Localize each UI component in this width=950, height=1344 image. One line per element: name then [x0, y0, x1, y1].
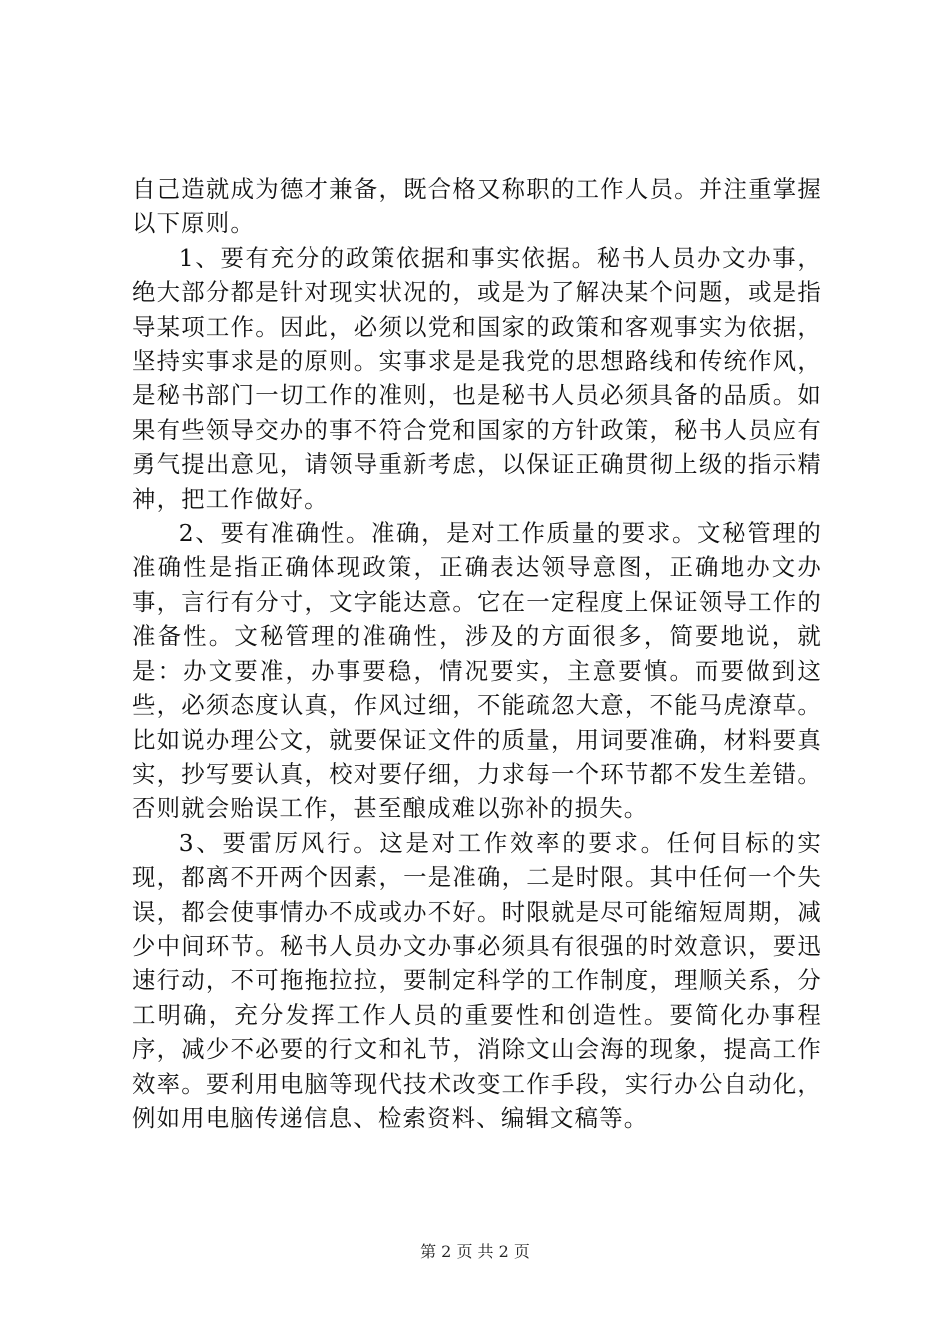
paragraph-continuation: 自己造就成为德才兼备，既合格又称职的工作人员。并注重掌握以下原则。: [132, 175, 822, 238]
paragraph-principle-3: 3、要雷厉风行。这是对工作效率的要求。任何目标的实现，都离不开两个因素，一是准确，二是时限。其中任何一个失误，都会使事情办不成或办不好。时限就是尽可能缩短周期，减少中间环节。秘书人员办文办事必须具有很强的时效意识，要迅速行动，不可拖拖拉拉，要制定科学的工作制度，理顺关系，分工明确，充分发挥工作人员的重要性和创造性。要简化办事程序，减少不必要的行文和礼节，消除文山会海的现象，提高工作效率。要利用电脑等现代技术改变工作手段，实行办公自动化，例如用电脑传递信息、检索资料、编辑文稿等。: [132, 828, 822, 1132]
paragraph-principle-2: 2、要有准确性。准确，是对工作质量的要求。文秘管理的准确性是指正确体现政策，正确表达领导意图，正确地办文办事，言行有分寸，文字能达意。它在一定程度上保证领导工作的准备性。文秘管理的准确性，涉及的方面很多，简要地说，就是：办文要准，办事要稳，情况要实，主意要慎。而要做到这些，必须态度认真，作风过细，不能疏忽大意，不能马虎潦草。比如说办理公文，就要保证文件的质量，用词要准确，材料要真实，抄写要认真，校对要仔细，力求每一个环节都不发生差错。否则就会贻误工作，甚至酿成难以弥补的损失。: [132, 519, 822, 823]
paragraph-principle-1: 1、要有充分的政策依据和事实依据。秘书人员办文办事，绝大部分都是针对现实状况的，或是为了解决某个问题，或是指导某项工作。因此，必须以党和国家的政策和客观事实为依据，坚持实事求是的原则。实事求是是我党的思想路线和传统作风，是秘书部门一切工作的准则，也是秘书人员必须具备的品质。如果有些领导交办的事不符合党和国家的方针政策，秘书人员应有勇气提出意见，请领导重新考虑，以保证正确贯彻上级的指示精神，把工作做好。: [132, 243, 822, 513]
document-body: [132, 172, 822, 1135]
page-number-footer: 第 2 页 共 2 页: [420, 1242, 530, 1261]
